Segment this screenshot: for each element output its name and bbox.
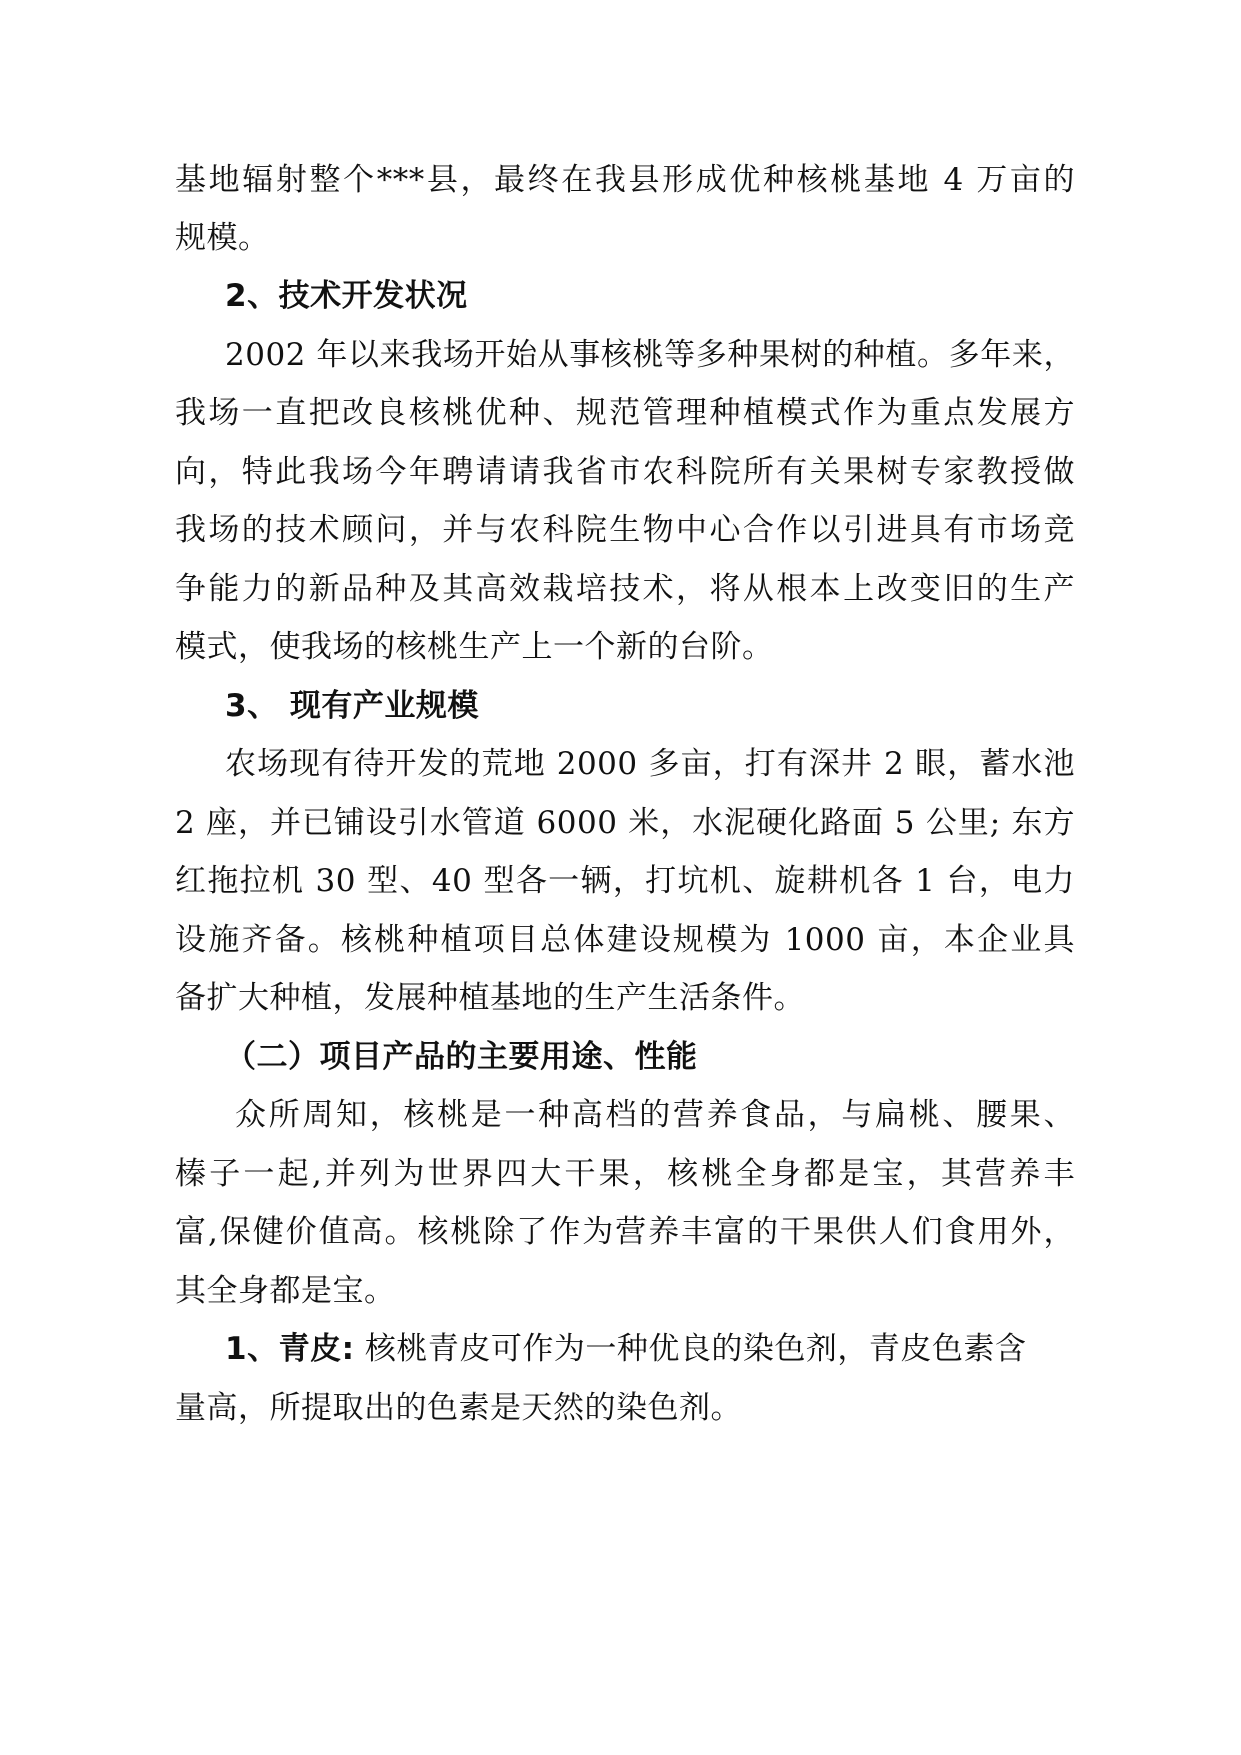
green-husk-label: 1、青皮:	[225, 1331, 355, 1367]
heading-product-uses: （二）项目产品的主要用途、性能	[225, 1039, 698, 1075]
paragraph-3-line-2: 2 座，并已铺设引水管道 6000 米，水泥硬化路面 5 公里; 东方	[175, 805, 1075, 841]
paragraph-2-line-6: 模式，使我场的核桃生产上一个新的台阶。	[175, 629, 774, 665]
paragraph-1-line-1: 基地辐射整个***县，最终在我县形成优种核桃基地 4 万亩的	[175, 162, 1075, 198]
paragraph-5-line-1	[225, 1329, 1075, 1369]
paragraph-3-line-5: 备扩大种植，发展种植基地的生产生活条件。	[175, 980, 805, 1016]
paragraph-2-line-5: 争能力的新品种及其高效栽培技术，将从根本上改变旧的生产	[175, 571, 1075, 607]
heading-technology-development: 2、技术开发状况	[225, 278, 468, 314]
heading-current-industry-scale: 3、 现有产业规模	[225, 688, 479, 724]
paragraph-4-line-4: 其全身都是宝。	[175, 1273, 396, 1309]
paragraph-3-line-1: 农场现有待开发的荒地 2000 多亩，打有深井 2 眼，蓄水池	[225, 746, 1075, 782]
paragraph-2-line-3: 向，特此我场今年聘请请我省市农科院所有关果树专家教授做	[175, 454, 1075, 490]
paragraph-4-line-1: 众所周知，核桃是一种高档的营养食品，与扁桃、腰果、	[235, 1097, 1075, 1133]
paragraph-4-line-3: 富,保健价值高。核桃除了作为营养丰富的干果供人们食用外，	[175, 1214, 1075, 1250]
paragraph-4-line-2: 榛子一起,并列为世界四大干果，核桃全身都是宝，其营养丰	[175, 1156, 1075, 1192]
paragraph-3-line-4: 设施齐备。核桃种植项目总体建设规模为 1000 亩，本企业具	[175, 922, 1075, 958]
paragraph-5-line-1-text: 核桃青皮可作为一种优良的染色剂，青皮色素含	[354, 1331, 1027, 1367]
paragraph-1-line-2: 规模。	[175, 220, 270, 256]
paragraph-3-line-3: 红拖拉机 30 型、40 型各一辆，打坑机、旋耕机各 1 台，电力	[175, 863, 1075, 899]
paragraph-2-line-4: 我场的技术顾问，并与农科院生物中心合作以引进具有市场竞	[175, 512, 1075, 548]
paragraph-2-line-2: 我场一直把改良核桃优种、规范管理种植模式作为重点发展方	[175, 395, 1075, 431]
paragraph-2-line-1: 2002 年以来我场开始从事核桃等多种果树的种植。多年来，	[225, 337, 1075, 373]
paragraph-5-line-2: 量高，所提取出的色素是天然的染色剂。	[175, 1390, 742, 1426]
